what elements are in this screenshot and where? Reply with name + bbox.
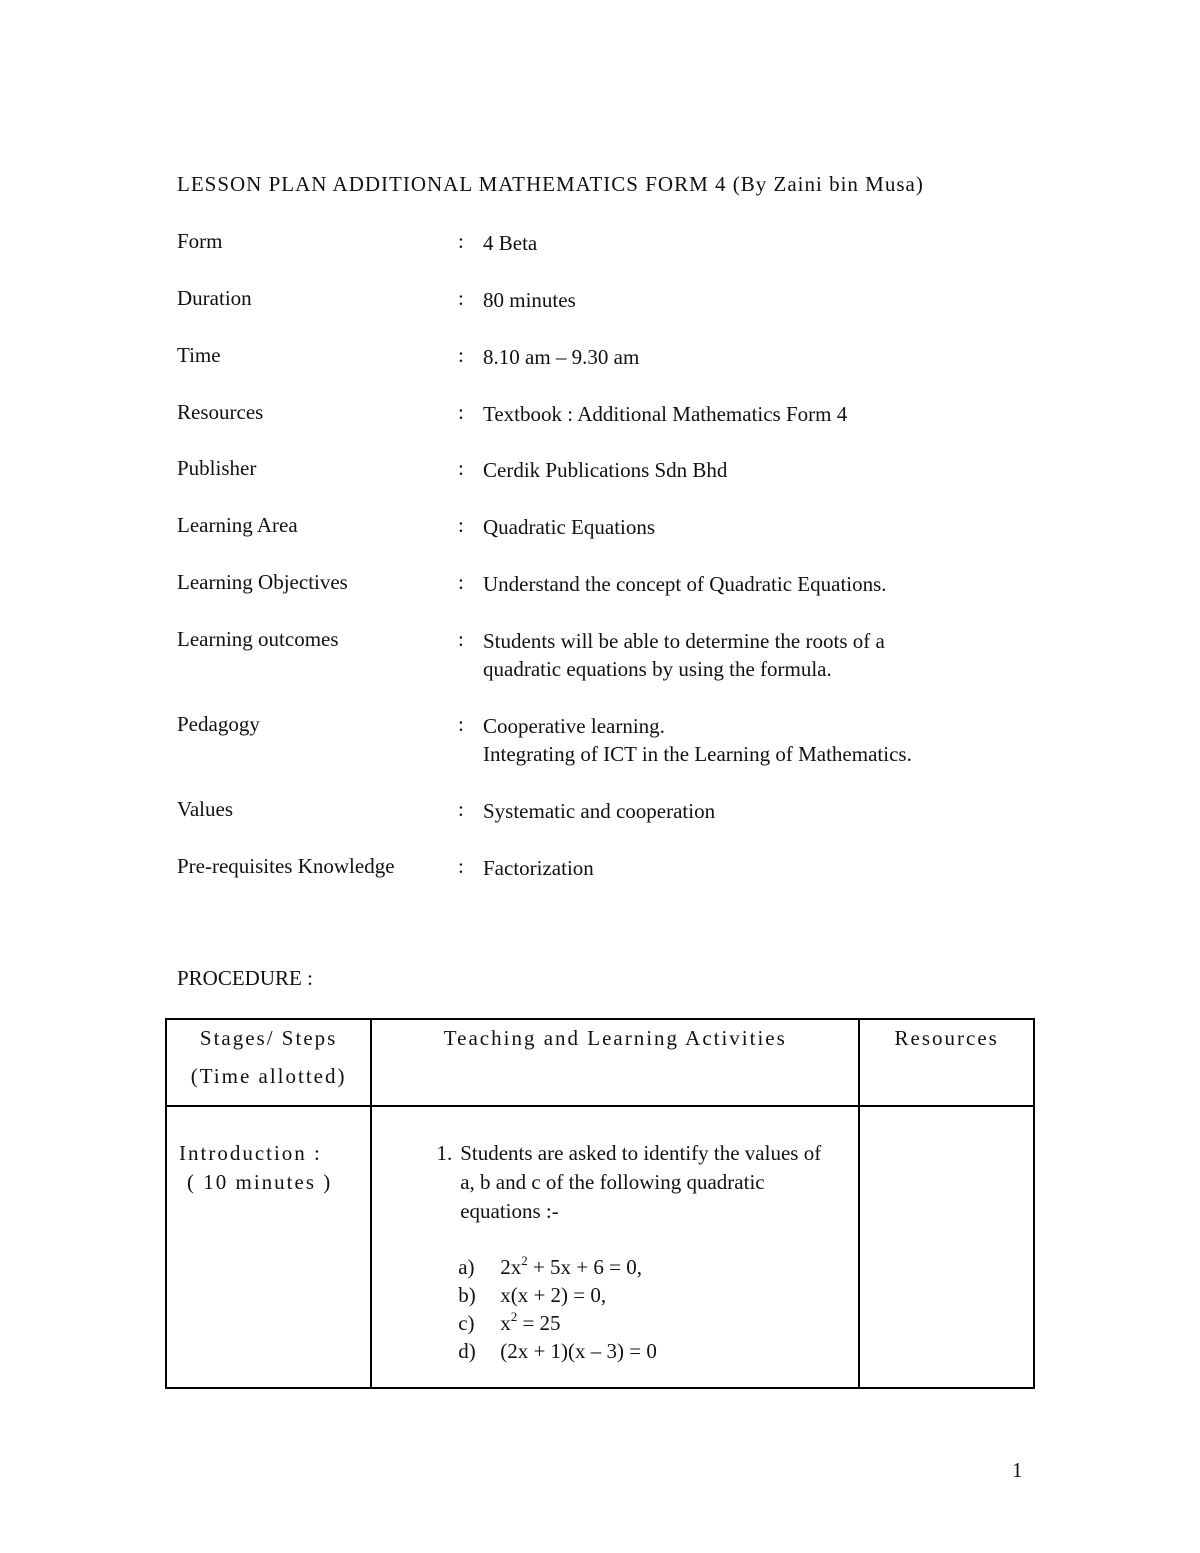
procedure-table [165, 1018, 1035, 1389]
info-value-line: Integrating of ICT in the Learning of Mathematics. [483, 742, 912, 766]
exponent: 2 [510, 1309, 518, 1324]
info-value: Factorization [483, 856, 594, 880]
equation-text: = 25 [517, 1311, 561, 1335]
list-item [372, 1139, 848, 1226]
colon: : [458, 286, 464, 310]
info-value-line: Students will be able to determine the roots of a [483, 629, 885, 653]
info-value [483, 627, 1043, 683]
colon: : [458, 797, 464, 821]
info-value: Quadratic Equations [483, 515, 656, 539]
header-resources: Resources [859, 1019, 1034, 1106]
item-text: Students are asked to identify the values of a, b and c of the following quadratic equations :- [460, 1141, 822, 1223]
equation-item [458, 1281, 848, 1309]
stage-cell [166, 1106, 371, 1388]
equation-label: c) [458, 1311, 475, 1335]
exponent: 2 [521, 1253, 528, 1268]
header-stages-line2: (Time allotted) [190, 1064, 347, 1088]
equation-label: a) [458, 1255, 475, 1279]
stage-name: Introduction : [179, 1141, 322, 1165]
equation-label: b) [458, 1283, 476, 1307]
info-label: Learning Objectives [177, 570, 348, 594]
resources-cell [859, 1106, 1034, 1388]
colon: : [458, 712, 464, 736]
colon: : [458, 570, 464, 594]
info-label: Pedagogy [177, 712, 260, 736]
info-value: Cerdik Publications Sdn Bhd [483, 458, 728, 482]
info-label: Values [177, 797, 233, 821]
colon: : [458, 343, 464, 367]
procedure-heading: PROCEDURE : [177, 966, 313, 990]
colon: : [458, 627, 464, 651]
info-label: Time [177, 343, 221, 367]
colon: : [458, 456, 464, 480]
activity-cell [371, 1106, 859, 1388]
equation-text: x [500, 1311, 511, 1335]
header-activities: Teaching and Learning Activities [371, 1019, 859, 1106]
equation-text: 2x [500, 1255, 522, 1279]
info-value: Understand the concept of Quadratic Equations. [483, 572, 887, 596]
equation-item [458, 1337, 848, 1365]
item-number: 1. [436, 1141, 453, 1165]
equation-text: + 5x + 6 = 0, [527, 1255, 642, 1279]
colon: : [458, 229, 464, 253]
info-label: Resources [177, 400, 264, 424]
colon: : [458, 400, 464, 424]
equation-item [458, 1253, 848, 1281]
table-row [166, 1106, 1034, 1388]
info-value [483, 712, 1043, 768]
stage-time: ( 10 minutes ) [187, 1170, 333, 1194]
colon: : [458, 854, 464, 878]
page-number: 1 [1012, 1458, 1023, 1482]
info-label: Duration [177, 286, 252, 310]
table-header-row [166, 1019, 1034, 1106]
info-value-line: Cooperative learning. [483, 714, 665, 738]
equation-text: (2x + 1)(x – 3) = 0 [500, 1339, 657, 1363]
info-value: Systematic and cooperation [483, 799, 716, 823]
info-label: Learning outcomes [177, 627, 339, 651]
info-value: 8.10 am – 9.30 am [483, 345, 640, 369]
equation-text: x(x + 2) = 0, [500, 1283, 607, 1307]
header-stages [166, 1019, 371, 1106]
info-value: 4 Beta [483, 231, 538, 255]
info-label: Learning Area [177, 513, 298, 537]
colon: : [458, 513, 464, 537]
info-value: 80 minutes [483, 288, 576, 312]
equation-list [372, 1253, 848, 1365]
header-stages-line1: Stages/ Steps [199, 1026, 338, 1050]
equation-label: d) [458, 1339, 476, 1363]
info-value-line: quadratic equations by using the formula. [483, 657, 832, 681]
equation-item [458, 1309, 848, 1337]
info-label: Pre-requisites Knowledge [177, 854, 395, 878]
info-label: Form [177, 229, 223, 253]
info-label: Publisher [177, 456, 257, 480]
page-title: LESSON PLAN ADDITIONAL MATHEMATICS FORM 4 (By Zaini bin Musa) [177, 172, 924, 196]
info-value: Textbook : Additional Mathematics Form 4 [483, 402, 848, 426]
